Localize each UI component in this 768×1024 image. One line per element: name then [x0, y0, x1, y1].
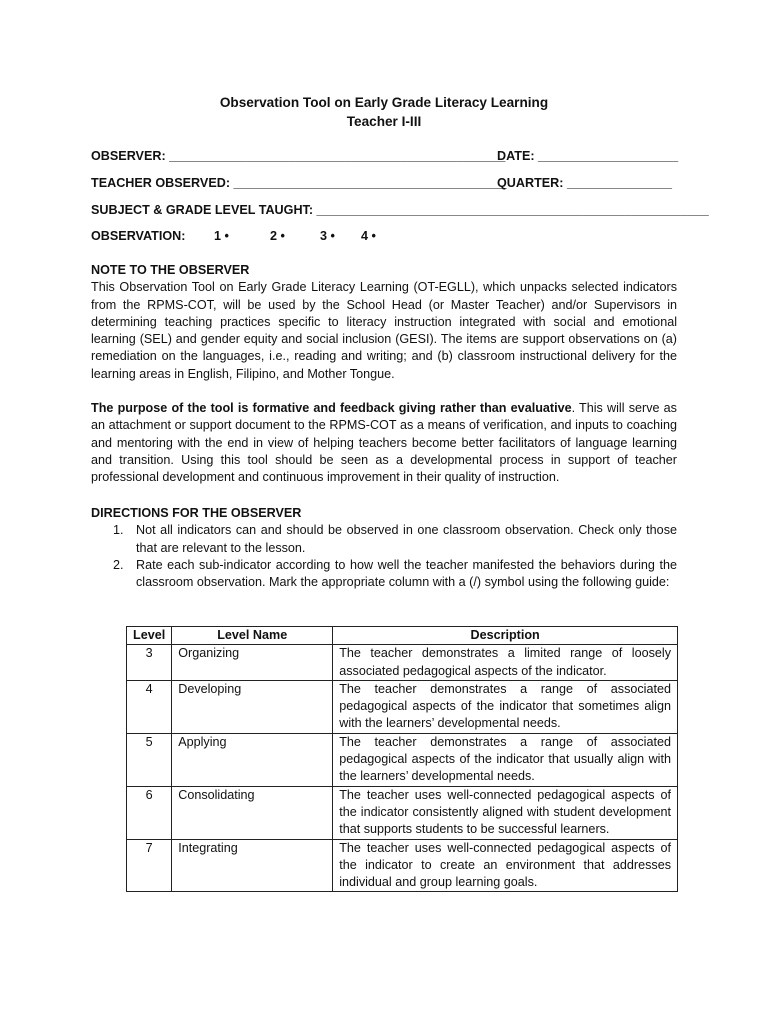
observation-option-4[interactable]: 4 •	[361, 229, 376, 243]
date-field[interactable]: DATE: ____________________	[497, 149, 679, 163]
cell-description: The teacher uses well-connected pedagogical aspects of the indicator to create an environment that addresses individual and group learning goals.	[333, 839, 678, 892]
observation-row	[91, 228, 185, 245]
subject-grade-row	[91, 202, 709, 219]
table-header-row	[127, 627, 678, 645]
date-row	[497, 148, 678, 165]
subject-grade-field[interactable]: SUBJECT & GRADE LEVEL TAUGHT: ________________________________________________________	[91, 203, 709, 217]
cell-description: The teacher demonstrates a range of associated pedagogical aspects of the indicator that usually align with the learners’ developmental needs.	[333, 733, 678, 786]
table-row	[127, 645, 678, 681]
purpose-bold-text: The purpose of the tool is formative and feedback giving rather than evaluative	[91, 401, 572, 415]
cell-level: 4	[127, 680, 172, 733]
directions-heading: DIRECTIONS FOR THE OBSERVER	[91, 506, 302, 520]
direction-text: Not all indicators can and should be observed in one classroom observation. Check only those that are relevant to the lesson.	[136, 523, 677, 555]
document-subtitle: Teacher I-III	[346, 114, 422, 129]
title-block	[0, 93, 768, 131]
header-description: Description	[333, 627, 678, 645]
cell-level: 7	[127, 839, 172, 892]
directions-list	[91, 522, 677, 591]
table-row	[127, 839, 678, 892]
quarter-row	[497, 175, 672, 192]
observation-option-1[interactable]: 1 •	[214, 229, 229, 243]
cell-description: The teacher demonstrates a range of associated pedagogical aspects of the indicator that sometimes align with the learners’ developmental needs.	[333, 680, 678, 733]
teacher-observed-field[interactable]: TEACHER OBSERVED: _______________________________________	[91, 176, 507, 190]
cell-level-name: Developing	[172, 680, 333, 733]
cell-description: The teacher demonstrates a limited range of loosely associated pedagogical aspects of the indicator.	[333, 645, 678, 681]
quarter-field[interactable]: QUARTER: _______________	[497, 176, 673, 190]
header-level-name: Level Name	[172, 627, 333, 645]
direction-item	[91, 557, 677, 592]
rating-guide-table	[126, 626, 678, 892]
cell-description: The teacher uses well-connected pedagogical aspects of the indicator consistently aligned with student development that supports students to be successful learners.	[333, 786, 678, 839]
table-row	[127, 680, 678, 733]
directions-section	[91, 505, 677, 591]
table-row	[127, 733, 678, 786]
cell-level-name: Applying	[172, 733, 333, 786]
cell-level: 5	[127, 733, 172, 786]
table-row	[127, 786, 678, 839]
note-section	[91, 262, 677, 383]
note-heading: NOTE TO THE OBSERVER	[91, 263, 250, 277]
purpose-text: . This will serve as an attachment or support document to the RPMS-COT as a means of verification, and inputs to coaching and mentoring with the end in view of helping teachers become better facilitators of language learning and transition. Using this tool should be seen as a developmental process in support of teacher professional development and continuous improvement in their quality of instruction.	[91, 401, 677, 485]
observer-field[interactable]: OBSERVER: ________________________________________________	[91, 149, 506, 163]
direction-number: 2.	[113, 557, 124, 572]
purpose-section	[91, 400, 677, 486]
observer-row	[91, 148, 505, 165]
header-level: Level	[127, 627, 172, 645]
direction-number: 1.	[113, 523, 124, 538]
teacher-observed-row	[91, 175, 507, 192]
document-title: Observation Tool on Early Grade Literacy Learning	[219, 95, 549, 110]
observation-option-2[interactable]: 2 •	[270, 229, 285, 243]
direction-text: Rate each sub-indicator according to how well the teacher manifested the behaviors during the classroom observation. Mark the appropriate column with a (/) symbol using the following guide:	[136, 557, 677, 590]
note-paragraph: This Observation Tool on Early Grade Literacy Learning (OT-EGLL), which unpacks selected indicators from the RPMS-COT, will be used by the School Head (or Master Teacher) and/or Supervisors in determining teaching practices specific to literacy instruction integrated with social and emotional learning (SEL) and gender equity and social inclusion (GESI). The items are support observations on (a) remediation on the languages, i.e., reading and writing; and (b) classroom instructional delivery for the learning areas in English, Filipino, and Mother Tongue.	[91, 280, 677, 381]
direction-item	[91, 522, 677, 557]
observation-option-3[interactable]: 3 •	[320, 229, 335, 243]
cell-level: 6	[127, 786, 172, 839]
cell-level-name: Consolidating	[172, 786, 333, 839]
cell-level: 3	[127, 645, 172, 681]
observation-label: OBSERVATION:	[91, 229, 186, 243]
cell-level-name: Integrating	[172, 839, 333, 892]
purpose-paragraph	[91, 400, 677, 486]
cell-level-name: Organizing	[172, 645, 333, 681]
